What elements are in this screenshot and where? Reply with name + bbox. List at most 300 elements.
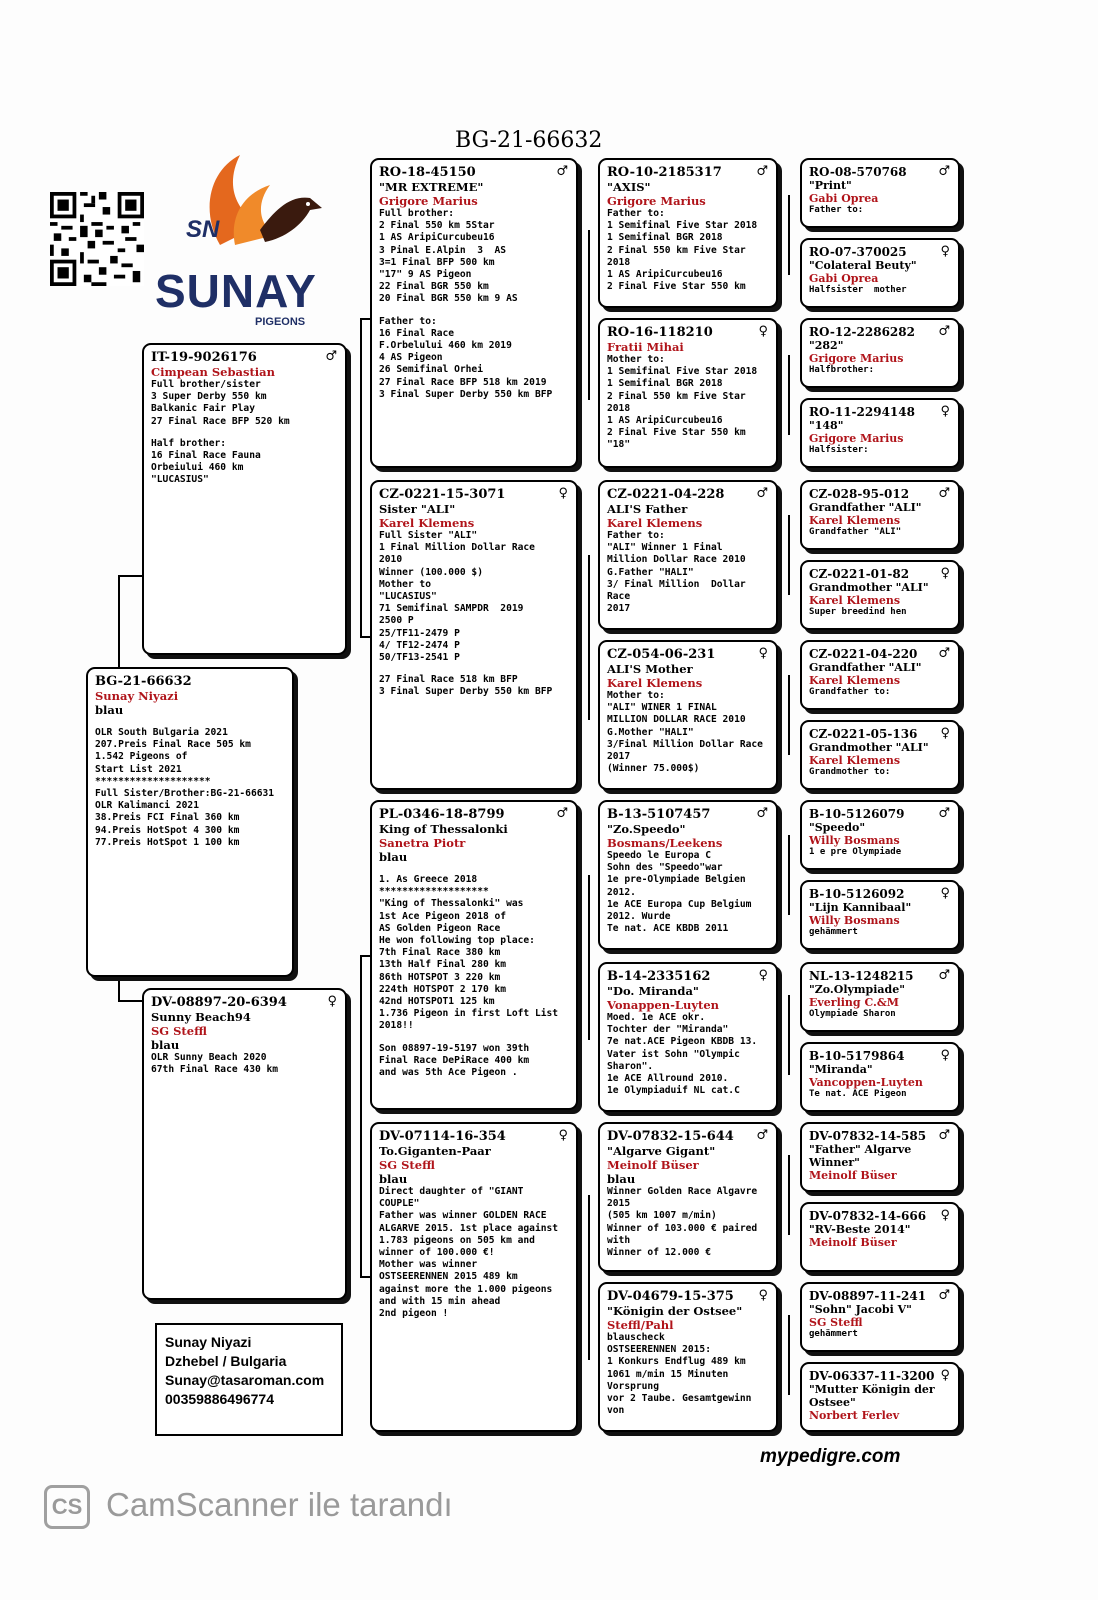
male-symbol-icon: ♂ [556,806,568,821]
dam-card[interactable] [142,988,347,1300]
ring-number: PL-0346-18-8799 [379,807,505,822]
pedigree-note: Sohn des "Speedo"war [607,862,723,874]
pigeon-name: Sister "ALI" [379,502,456,516]
pigeon-name: Grandfather "ALI" [809,501,922,514]
pedigree-note: Father to: [379,315,437,327]
pedigree-note: 3 Final Super Derby 550 km BFP [379,686,553,698]
female-symbol-icon: ♀ [940,1208,950,1223]
pigeon-name: blau [607,1172,636,1186]
pedigree-note: Father to: [607,530,665,541]
pigeon-name: "MR EXTREME" [379,180,484,194]
pedigree-note: 26 Semifinal Orhei [379,364,483,376]
great-grandparent-card[interactable] [800,720,960,790]
pedigree-note: 2 Final Five Star 550 km [607,427,746,439]
pigeon-name: "Zo.Speedo" [607,822,686,836]
breeder-name: Sanetra Piotr [379,836,466,850]
male-symbol-icon: ♂ [938,806,950,821]
pedigree-note: 7e nat.ACE Pigeon KBDB 13. [607,1036,758,1048]
pedigree-note: OSTSEERENNEN 2015: [607,1344,711,1356]
breeder-name: Gabi Oprea [809,272,879,285]
pigeon-name: "Speedo" [809,821,866,834]
ring-number: DV-08897-20-6394 [151,995,287,1010]
female-symbol-icon: ♀ [940,404,950,419]
pigeon-name: blau [95,703,124,717]
pedigree-note: 1.783 pigeons on 505 km and [379,1234,535,1246]
pedigree-note: 27 Final Race 518 km BFP [379,674,518,686]
female-symbol-icon: ♀ [758,1288,768,1303]
ring-number: CZ-054-06-231 [607,647,716,662]
great-grandparent-card[interactable] [800,962,960,1032]
pedigree-note: "ALI" Winner 1 Final [607,542,723,554]
male-symbol-icon: ♂ [756,164,768,179]
pedigree-note: 1 Semifinal BGR 2018 [607,378,723,390]
pedigree-note: 3 Super Derby 550 km [151,391,267,403]
pedigree-note: 1 Semifinal Five Star 2018 [607,220,758,232]
pedigree-note: Full Sister/Brother:BG-21-66631 [95,788,275,800]
ring-number: BG-21-66632 [95,674,192,689]
breeder-name: Karel Klemens [809,594,901,607]
sire-sire-card[interactable] [370,158,578,468]
pigeon-name: "Father" Algarve [809,1143,912,1156]
ring-number: RO-10-2185317 [607,165,722,180]
male-symbol-icon: ♂ [938,1288,950,1303]
pedigree-note: 20 Final BGR 550 km 9 AS [379,293,518,305]
pedigree-note: 3/ Final Million Dollar [607,578,746,590]
breeder-name: Grigore Marius [379,194,478,208]
great-grandparent-card[interactable] [800,158,960,228]
breeder-name: Karel Klemens [809,674,901,687]
male-symbol-icon: ♂ [938,486,950,501]
connector-line [588,1195,590,1360]
ring-number: B-10-5126079 [809,807,905,821]
great-grandparent-card[interactable] [800,560,960,630]
pedigree-note: 1.542 Pigeons of [95,751,188,763]
pedigree-note: gehämmert [809,927,858,937]
female-symbol-icon: ♀ [940,566,950,581]
pedigree-note: Olympiade Sharon [809,1009,896,1019]
connector-line [788,355,790,435]
ring-number: CZ-0221-15-3071 [379,487,506,502]
pedigree-note: Speedo le Europa C [607,850,711,861]
pedigree-note: Winner of 103.000 € paired [607,1222,758,1234]
spacer [379,864,568,874]
pedigree-note: Full Sister "ALI" [379,530,478,541]
ring-number: B-10-5179864 [809,1049,905,1063]
pedigree-note: 67th Final Race 430 km [151,1064,279,1076]
great-grandparent-card[interactable] [800,398,960,468]
spacer [95,717,284,727]
pedigree-note: Start List 2021 [95,763,182,775]
connector-line [588,875,590,1040]
ring-number: CZ-0221-04-220 [809,647,918,661]
pedigree-note: Mother was winner [379,1259,478,1271]
site-footer-link[interactable]: mypedigre.com [760,1446,901,1467]
pedigree-note: 4/ TF12-2474 P [379,639,460,651]
pedigree-note: 1. As Greece 2018 [379,874,478,885]
pedigree-note: 27 Final Race BFP 518 km 2019 [379,376,547,388]
connector-line [788,995,790,1075]
pedigree-note: (Winner 75.000$) [607,763,700,775]
breeder-name: Karel Klemens [379,516,475,530]
pigeon-name: Grandmother "ALI" [809,741,929,754]
pedigree-note: 1 Semifinal Five Star 2018 [607,366,758,378]
pedigree-note: Father to: [809,205,864,215]
male-symbol-icon: ♂ [938,1128,950,1143]
pedigree-note: Father to: [607,208,665,219]
pedigree-note: 3=1 Final BFP 500 km [379,256,495,268]
breeder-name: Everling C.&M [809,996,899,1009]
pedigree-note: blauscheck [607,1332,665,1343]
pedigree-note: 1061 m/min 15 Minuten [607,1368,729,1380]
pedigree-note: 77.Preis HotSpot 1 100 km [95,836,240,848]
pigeon-name: "Königin der Ostsee" [607,1304,743,1318]
ring-number: RO-12-2286282 [809,325,915,339]
ring-number: B-13-5107457 [607,807,711,822]
pedigree-note: 2018 [607,402,631,414]
dam-sire-card[interactable] [370,800,578,1110]
pedigree-note: "18" [607,439,631,451]
pedigree-note: 2010 [379,554,403,566]
pedigree-note: Mother to [379,578,431,590]
qr-code-icon [50,192,144,286]
female-symbol-icon: ♀ [758,324,768,339]
pigeon-name: Grandfather "ALI" [809,661,922,674]
pigeon-name: "Lijn Kannibaal" [809,901,912,914]
pigeon-name: "RV-Beste 2014" [809,1223,911,1236]
pedigree-note: Grandmother to: [809,767,891,777]
ring-number: RO-11-2294148 [809,405,915,419]
breeder-name: Cimpean Sebastian [151,365,275,379]
ring-number: NL-13-1248215 [809,969,914,983]
pedigree-note: "17" 9 AS Pigeon [379,269,472,281]
sire-card[interactable] [142,343,347,655]
great-grandparent-card[interactable] [800,1282,960,1352]
connector-line [588,230,590,400]
pedigree-note: 1e Olympiaduif NL cat.C [607,1085,740,1097]
breeder-name: Meinolf Büser [809,1169,897,1182]
pigeon-name: "Colateral Beuty" [809,259,917,272]
dam-dam-card[interactable] [370,1122,578,1432]
pedigree-note: 16 Final Race [379,327,455,339]
breeder-name: Karel Klemens [607,676,703,690]
ring-number: RO-08-570768 [809,165,907,179]
pedigree-note: 1 AS AripiCurcubeu16 [607,269,723,281]
pedigree-note: 50/TF13-2541 P [379,652,460,664]
breeder-name: Steffl/Pahl [607,1318,674,1332]
connector-line [788,195,790,275]
sire-dam-dam-card[interactable] [598,640,778,790]
pedigree-note: COUPLE" [379,1198,420,1210]
camscanner-logo-icon: CS [44,1485,90,1529]
pedigree-note: 1st Ace Pigeon 2018 of [379,910,507,922]
pedigree-note: Grandfather to: [809,687,891,697]
ring-number: CZ-028-95-012 [809,487,910,501]
breeder-name: Grigore Marius [809,432,904,445]
pedigree-note: F.Orbelului 460 km 2019 [379,340,512,352]
ring-number: DV-07832-14-666 [809,1209,927,1223]
breeder-name: SG Steffl [379,1158,435,1172]
pedigree-note: G.Mother "HALI" [607,726,694,738]
connector-line [118,575,144,577]
pedigree-note: AS Golden Pigeon Race [379,922,501,934]
pedigree-note: 22 Final BGR 550 km [379,281,489,293]
connector-line [360,318,362,636]
connector-line [788,1155,790,1235]
pedigree-note: Father was winner GOLDEN RACE [379,1210,547,1222]
pedigree-note: with [607,1234,631,1246]
pedigree-note: Full brother/sister [151,379,261,390]
pedigree-note: OLR Sunny Beach 2020 [151,1052,267,1063]
female-symbol-icon: ♀ [558,486,568,501]
female-symbol-icon: ♀ [758,968,768,983]
great-grandparent-card[interactable] [800,1122,960,1192]
female-symbol-icon: ♀ [940,244,950,259]
breeder-name: Vancoppen-Luyten [809,1076,923,1089]
pigeon-name: blau [379,1172,408,1186]
pedigree-note: 2 Final Five Star 550 km [607,281,746,293]
pedigree-note: Final Race DePiRace 400 km [379,1054,530,1066]
pedigree-note: Son 08897-19-5197 won 39th [379,1042,530,1054]
pedigree-note: 4 AS Pigeon [379,352,443,364]
pedigree-note: Vater ist Sohn "Olympic [607,1048,740,1060]
pigeon-name: ALI'S Father [607,502,688,516]
pedigree-note: winner of 100.000 €! [379,1247,495,1259]
pedigree-note: Moed. 1e ACE okr. [607,1012,706,1023]
female-symbol-icon: ♀ [558,1128,568,1143]
pedigree-note: 1 AS AripiCurcubeu16 [379,232,495,244]
female-symbol-icon: ♀ [327,994,337,1009]
female-symbol-icon: ♀ [940,1048,950,1063]
pedigree-note: 2015 [607,1198,631,1210]
pedigree-note: He won following top place: [379,935,535,947]
pigeon-name: "148" [809,419,844,432]
ring-number: RO-18-45150 [379,165,476,180]
pigeon-name: "Algarve Gigant" [607,1144,716,1158]
ring-number: DV-07832-15-644 [607,1129,734,1144]
pigeon-name: Sunny Beach94 [151,1010,251,1024]
pedigree-note: "LUCASIUS" [379,591,437,603]
pedigree-note: 1 e pre Olympiade [809,847,902,857]
scanner-watermark: CamScanner ile tarandı [106,1486,453,1523]
pedigree-note: gehämmert [809,1329,858,1339]
ring-number: DV-08897-11-241 [809,1289,927,1303]
great-grandparent-card[interactable] [800,1202,960,1272]
breeder-name: Meinolf Büser [607,1158,699,1172]
pigeon-name: "Miranda" [809,1063,873,1076]
pigeon-name: blau [379,850,408,864]
pedigree-note: Winner of 12.000 € [607,1247,711,1259]
pedigree-note: Race [607,591,631,603]
pedigree-note: Te nat. ACE KBDB 2011 [607,923,729,935]
pedigree-note: Winner (100.000 $) [379,566,483,578]
pedigree-note: 2 Final 550 km 5Star [379,220,495,232]
pedigree-note: Grandfather "ALI" [809,527,902,537]
ring-number: B-10-5126092 [809,887,905,901]
female-symbol-icon: ♀ [758,646,768,661]
pedigree-note: Orbeiului 460 km [151,462,244,474]
breeder-name: Karel Klemens [607,516,703,530]
ring-number: IT-19-9026176 [151,350,257,365]
pigeon-name: blau [151,1038,180,1052]
connector-line [588,555,590,720]
dam-sire-dam-card[interactable] [598,962,778,1112]
breeder-name: Norbert Ferlev [809,1409,900,1422]
pedigree-note: OLR Kalimanci 2021 [95,800,199,812]
pedigree-note: Million Dollar Race 2010 [607,554,746,566]
pedigree-note: 3 Final Super Derby 550 km BFP [379,388,553,400]
ring-number: DV-06337-11-3200 [809,1369,935,1383]
ring-number: B-14-2335162 [607,969,711,984]
pedigree-note: "LUCASIUS" [151,474,209,486]
sire-dam-sire-card[interactable] [598,480,778,630]
great-grandparent-card[interactable] [800,880,960,950]
great-grandparent-card[interactable] [800,318,960,388]
pedigree-note: Half brother: [151,437,227,449]
pedigree-note: 2500 P [379,615,414,627]
great-grandparent-card[interactable] [800,238,960,308]
pedigree-note: 7th Final Race 380 km [379,947,501,959]
pedigree-note: 86th HOTSPOT 3 220 km [379,971,501,983]
sire-sire-dam-card[interactable] [598,318,778,468]
breeder-name: Karel Klemens [809,514,901,527]
male-symbol-icon: ♂ [756,1128,768,1143]
pedigree-note: "ALI" WINER 1 FINAL [607,702,717,714]
pedigree-note: Full brother: [379,208,455,219]
connector-line [788,835,790,915]
pedigree-note: 1 Final Million Dollar Race [379,542,535,554]
pedigree-note: 16 Final Race Fauna [151,450,261,462]
male-symbol-icon: ♂ [325,349,337,364]
female-symbol-icon: ♀ [940,726,950,741]
pedigree-note: 207.Preis Final Race 505 km [95,739,251,751]
pedigree-note: 3/Final Million Dollar Race [607,738,763,750]
pedigree-note: Halfbrother: [809,365,875,375]
pigeon-name: To.Giganten-Paar [379,1144,491,1158]
breeder-name: SG Steffl [809,1316,863,1329]
male-symbol-icon: ♂ [756,806,768,821]
pedigree-note: Te nat. ACE Pigeon [809,1089,907,1099]
pedigree-note: 2 Final 550 km Five Star [607,244,746,256]
pedigree-note: and was 5th Ace Pigeon . [379,1067,518,1079]
pedigree-note: ALGARVE 2015. 1st place against [379,1222,559,1234]
breeder-name: Fratii Mihai [607,340,684,354]
dam-sire-sire-card[interactable] [598,800,778,950]
pedigree-note: 2 Final 550 km Five Star [607,390,746,402]
pedigree-note: Tochter der "Miranda" [607,1024,729,1036]
connector-line [118,1000,144,1002]
pedigree-note: 2018!! [379,1020,414,1032]
great-grandparent-card[interactable] [800,1042,960,1112]
connector-line [788,675,790,755]
pedigree-note: 2012. Wurde [607,911,671,923]
pedigree-note: 224th HOTSPOT 2 170 km [379,983,507,995]
breeder-name: Willy Bosmans [809,914,900,927]
logo-subtitle: PIGEONS [255,316,306,328]
logo-brand: SUNAY [155,265,317,317]
pedigree-note: 2018 [607,256,631,268]
great-grandparent-card[interactable] [800,800,960,870]
pedigree-note: "King of Thessalonki" was [379,898,524,910]
pedigree-note: 1e pre-Olympiade Belgien [607,874,746,886]
great-grandparent-card[interactable] [800,1362,960,1432]
pedigree-note: 1 Konkurs Endflug 489 km [607,1356,746,1368]
pedigree-note: 42nd HOTSPOT1 125 km [379,996,495,1008]
spacer [379,306,568,316]
pedigree-note: MILLION DOLLAR RACE 2010 [607,714,746,726]
pigeon-name: "Sohn" Jacobi V" [809,1303,912,1316]
pedigree-note: Mother to: [607,354,665,365]
pigeon-name: "Zo.Olympiade" [809,983,905,996]
ring-number: DV-04679-15-375 [607,1289,734,1304]
spacer [151,428,337,438]
pedigree-note: Halfsister: [809,445,869,455]
male-symbol-icon: ♂ [756,486,768,501]
ring-number: CZ-0221-05-136 [809,727,918,741]
pedigree-note: 94.Preis HotSpot 4 300 km [95,824,240,836]
sire-sire-sire-card[interactable] [598,158,778,308]
pedigree-note: G.Father "HALI" [607,566,694,578]
great-grandparent-card[interactable] [800,640,960,710]
pedigree-note: 3 Pinal E.Alpin 3 AS [379,244,507,256]
pigeon-name: "Do. Miranda" [607,984,699,998]
male-symbol-icon: ♂ [556,164,568,179]
contact-phone[interactable]: 00359886496774 [165,1391,275,1407]
male-symbol-icon: ♂ [938,646,950,661]
breeder-name: Grigore Marius [607,194,706,208]
sire-dam-card[interactable] [370,480,578,790]
male-symbol-icon: ♂ [938,324,950,339]
breeder-name: SG Steffl [151,1024,207,1038]
pedigree-note: vor 2 Taube. Gesamtgewinn [607,1393,752,1405]
pigeon-name: "AXIS" [607,180,651,194]
male-symbol-icon: ♂ [938,164,950,179]
pigeon-name: ALI'S Mother [607,662,693,676]
dam-dam-dam-card[interactable] [598,1282,778,1432]
great-grandparent-card[interactable] [800,480,960,550]
pedigree-note: Vorsprung [607,1380,659,1392]
connector-line [788,515,790,595]
pedigree-note: 1 AS AripiCurcubeu16 [607,415,723,427]
pigeon-name: "Mutter Königin der [809,1383,935,1396]
pedigree-note: OLR South Bulgaria 2021 [95,727,228,738]
connector-line [788,1315,790,1395]
pedigree-note: Balkanic Fair Play [151,403,255,415]
pigeon-name: "Print" [809,179,852,192]
breeder-name: Vonappen-Luyten [607,998,720,1012]
contact-location: Dzhebel / Bulgaria [165,1353,287,1369]
pedigree-note: and with 15 min ahead [379,1295,501,1307]
pedigree-note: 1.736 Pigeon in first Loft List [379,1008,559,1020]
pedigree-note: 2017 [607,603,631,615]
pedigree-note: OSTSEERENNEN 2015 489 km [379,1271,518,1283]
pedigree-note: 13th Half Final 280 km [379,959,507,971]
pedigree-note: Sharon". [607,1060,654,1072]
breeder-name: Sunay Niyazi [95,689,179,703]
pigeon-name: "282" [809,339,844,352]
pigeon-name: Ostsee" [809,1396,856,1409]
contact-email[interactable]: Sunay@tasaroman.com [165,1372,325,1388]
contact-box [155,1323,343,1436]
ring-number: RO-07-370025 [809,245,907,259]
pedigree-note: 2nd pigeon ! [379,1308,449,1320]
breeder-name: Karel Klemens [809,754,901,767]
subject-pigeon-card[interactable] [86,667,294,977]
pedigree-note: 25/TF11-2479 P [379,627,460,639]
dam-dam-sire-card[interactable] [598,1122,778,1272]
pedigree-note: 1e ACE Allround 2010. [607,1073,729,1085]
pigeon-name: Winner" [809,1156,860,1169]
logo-initials: SN [186,216,220,243]
